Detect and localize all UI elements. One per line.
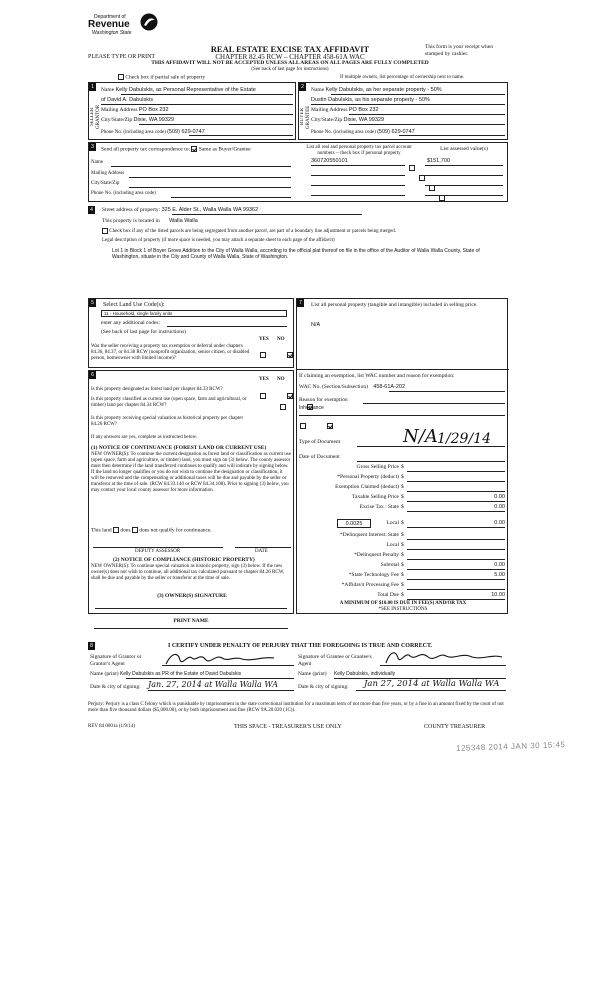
yes-label: YES [259, 377, 269, 382]
calc-label: Gross Selling Price [356, 464, 399, 470]
owner-signature-label: (3) OWNER(S) SIGNATURE [157, 593, 227, 599]
personal-property-checkbox[interactable] [439, 195, 445, 201]
buyer-mailing-field[interactable]: PO Box 232 [348, 107, 379, 113]
buyer-phone-field[interactable]: (509) 629-0747 [377, 129, 415, 135]
if-yes-instructions: If any answers are yes, complete as instructed below. [91, 435, 198, 440]
seller-phone-label: Phone No. (including area code) [101, 130, 166, 135]
segregated-label: Check box if any of the listed parcels are being segregated from another parcel, are part of a boundary line adjustment or parcels being merged. [109, 229, 396, 235]
buyer-name-row [311, 87, 506, 94]
date-document-handwritten[interactable]: 1/29/14 [437, 431, 491, 447]
calc-label: *State Technology Fee [348, 572, 399, 578]
does-not-checkbox[interactable] [132, 527, 138, 533]
calc-value-field[interactable]: 0.00 [494, 562, 505, 568]
buyer-name-field-2[interactable]: Dustin Dabulskis, as his separate property - 50% [311, 97, 430, 103]
perjury-notice: Perjury: Perjury is a class C felony which is punishable by imprisonment in the state correctional institution for a maximum term of not more than five years, or by a fine in an amount fixed by the court of not more than five thousand dollars ($5,000.00), or by both imprisonment and fine (RCW 9A.20.020 (1C)). [88, 702, 504, 713]
calc-row [297, 483, 509, 493]
seller-name-row [101, 87, 291, 94]
reason-label: Reason for exemption [299, 397, 348, 403]
does-checkbox[interactable] [113, 527, 119, 533]
street-label: Street address of property: [102, 207, 161, 213]
calc-row [297, 571, 509, 581]
receipt-stamp: 125348 2014 JAN 30 15:45 [455, 740, 566, 753]
certify-statement: I CERTIFY UNDER PENALTY OF PERJURY THAT THE FOREGOING IS TRUE AND CORRECT. [168, 643, 433, 649]
calc-row [297, 561, 509, 571]
calc-row [297, 463, 509, 473]
calc-label: Excise Tax : State [359, 504, 399, 510]
parcel-number-field[interactable]: 360720550101 [311, 158, 348, 164]
calc-label: Total Due [377, 592, 399, 598]
calc-dollar: $ [401, 494, 404, 500]
calc-row [297, 493, 509, 503]
this-land-label: This land [91, 527, 112, 534]
seller-section [88, 82, 296, 140]
partial-sale-row [118, 74, 205, 81]
historic-question: Is this property receiving special valuation as historical property per chapter 84.26 RCW? [91, 416, 244, 427]
calc-row [297, 591, 509, 601]
wac-label: WAC No. (Section/Subsection) [299, 384, 368, 390]
exemption-claim-label: If claiming an exemption, list WAC number and reason for exemption: [299, 373, 455, 379]
city-label: City/State/Zip [91, 181, 120, 186]
seller-phone-field[interactable]: (509) 629-0747 [167, 129, 205, 135]
minimum-due-note: A MINIMUM OF $10.00 IS DUE IN FEE(S) AND/OR TAX [339, 601, 467, 606]
form-title: REAL ESTATE EXCISE TAX AFFIDAVIT [210, 44, 370, 54]
local-rate-field[interactable]: 0.0025 [337, 519, 371, 528]
grantor-print-row [90, 671, 241, 678]
personal-property-checkbox[interactable] [409, 165, 415, 171]
dor-logo [88, 12, 158, 46]
section-number: 3 [89, 143, 96, 151]
forest-no-checkbox[interactable] [287, 393, 293, 399]
calc-dollar: $ [401, 542, 404, 548]
grantor-print-field[interactable]: Kelly Dabulskis as PR of the Estate of David Dabulskis [119, 671, 242, 677]
grantee-print-label: Name (print) [298, 671, 327, 677]
street-field[interactable]: 325 E. Alder St., Walla Walla WA 99362 [161, 207, 259, 213]
calc-row [297, 581, 509, 591]
grantee-print-field[interactable]: Kelly Dabulskis, individually [333, 671, 396, 677]
section-number: 1 [89, 83, 96, 91]
wac-field[interactable]: 458-61A-202 [373, 384, 406, 390]
calc-dollar: $ [401, 572, 404, 578]
qualify-label: qualify for continuance. [159, 527, 212, 534]
located-field[interactable]: Walla Walla [169, 218, 198, 224]
county-treasurer-label: COUNTY TREASURER [424, 724, 486, 730]
calc-label: Taxable Selling Price [352, 494, 399, 500]
calc-row [297, 473, 509, 483]
calc-dollar: $ [401, 592, 404, 598]
dept-line1: Department of [94, 14, 126, 20]
calc-dollar: $ [401, 474, 404, 480]
calc-dollar: $ [401, 582, 404, 588]
name-label: Name [91, 160, 103, 165]
notice-compliance-body: NEW OWNER(S): To continue special valuation as historic property, sign (3) below. If the new owner(s) does not wish to continue, all additional tax calculated pursuant to chapter 84.26 RCW, shall be due and payable by the seller or transferor at the time of sale. [91, 564, 285, 581]
buyer-city-row [311, 117, 384, 124]
buyer-city-field[interactable]: Dixie, WA 99329 [343, 117, 385, 123]
street-row [102, 207, 258, 214]
calc-dollar: $ [401, 504, 404, 510]
buyer-vertical-label: BUYER GRANTEE [300, 105, 311, 129]
grantor-date-label: Date & city of signing: [90, 684, 141, 690]
tax-correspondence-section [88, 142, 508, 202]
section-number: 2 [299, 83, 306, 91]
notice-continuance-title: (1) NOTICE OF CONTINUANCE (FOREST LAND OR CURRENT USE) [91, 445, 267, 451]
land-use-section [88, 298, 294, 368]
form-warning: THIS AFFIDAVIT WILL NOT BE ACCEPTED UNLESS ALL AREAS ON ALL PAGES ARE FULLY COMPLETED [151, 60, 429, 66]
personal-property-field[interactable]: N/A [311, 322, 321, 328]
mailing-label: Mailing Address [91, 171, 125, 176]
legal-description-label: Legal description of property (if more space is needed, you may attach a separate sheet to each page of the affidavit) [102, 238, 335, 243]
type-document-field[interactable]: N/A [403, 426, 438, 447]
calc-dollar: $ [401, 552, 404, 558]
continuance-row [91, 527, 212, 534]
personal-property-checkbox[interactable] [419, 175, 425, 181]
calc-label: Local [386, 542, 399, 548]
dept-line2: Revenue [88, 19, 130, 30]
same-as-buyer-label: Same as Buyer/Grantee [198, 146, 251, 153]
located-row [102, 218, 198, 225]
calc-value-field[interactable]: 0.00 [494, 504, 505, 510]
see-instructions-note: *SEE INSTRUCTIONS [378, 607, 428, 612]
calc-row [297, 551, 509, 561]
wac-row [299, 384, 405, 391]
certification-section [88, 642, 508, 702]
local-dollar: $ [401, 520, 404, 526]
reason-field[interactable]: Inheritance [299, 405, 324, 411]
section-number: 6 [89, 371, 96, 379]
date-document-label: Date of Document [299, 454, 340, 460]
receipt-note: This form is your receipt when stamped by cashier. [425, 44, 493, 57]
seller-mailing-row [101, 107, 169, 114]
assessor-date-label: DATE [255, 549, 268, 554]
send-to-row [101, 146, 251, 153]
additional-codes-label: enter any additional codes: [101, 320, 161, 326]
seller-mailing-field[interactable]: PO Box 232 [138, 107, 169, 113]
calc-dollar: $ [401, 484, 404, 490]
assessed-value-field[interactable]: $151,700 [427, 158, 450, 164]
seller-mailing-label: Mailing Address [101, 107, 138, 113]
local-label: Local [386, 520, 399, 526]
notice-compliance-title: (2) NOTICE OF COMPLIANCE (HISTORIC PROPERTY) [113, 557, 255, 563]
calc-label: Subtotal [380, 562, 399, 568]
grantee-signature-label: Signature of Grantee or Grantee's Agent [298, 654, 372, 667]
exemption-no-checkbox[interactable] [287, 352, 293, 358]
calc-value-field[interactable]: 10.00 [491, 592, 505, 598]
section-number: 8 [88, 642, 95, 650]
buyer-name-label: Name [311, 87, 325, 93]
calc-dollar: $ [401, 532, 404, 538]
exemption-question: Was the seller receiving a property tax exemption or deferral under chapters 84.36, 84.37, or 84.38 RCW (nonprofit organization, senior citizen, or disabled person, homeowner with limited income)? [91, 344, 250, 361]
personal-property-label: List all personal property (tangible and intangible) included in selling price. [311, 302, 478, 308]
located-label: This property is located in [102, 218, 160, 224]
personal-property-checkbox[interactable] [429, 185, 435, 191]
type-or-print: PLEASE TYPE OR PRINT [88, 54, 156, 60]
same-as-buyer-checkbox[interactable] [191, 146, 197, 152]
grantor-date-field[interactable]: Jan. 27, 2014 at Walla Walla WA [148, 680, 278, 689]
notice-continuance-body: NEW OWNER(S): To continue the current designation as forest land or classification as current use (open space, farm and agriculture, or timber) land, you must sign on (3) below. The county assessor must then determine if the land transferred continues to qualify and will indicate by signing below. If the land no longer qualifies or you do not wish to continue the designation or classification, it will be removed and the compensating or additional taxes will be due and payable by the seller or transferor at the time of sale. (RCW 84.33.140 or RCW 84.34.108). Prior to signing (3) below, you may contact your local county assessor for more information. [91, 452, 291, 493]
does-not-label: does not [139, 527, 158, 534]
seller-vertical-label: SELLER GRANTOR [90, 104, 101, 130]
calc-row [297, 503, 509, 513]
parcel-header: List all real and personal property tax parcel account numbers – check box if personal property [306, 145, 412, 156]
form-subtitle: CHAPTER 82.45 RCW – CHAPTER 458-61A WAC [215, 53, 365, 61]
calc-row [297, 531, 509, 541]
calc-dollar: $ [401, 562, 404, 568]
partial-sale-label: Check box if partial sale of property [125, 74, 206, 81]
segregated-checkbox[interactable] [102, 228, 108, 234]
treasurer-use-only: THIS SPACE - TREASURER'S USE ONLY [234, 724, 342, 730]
forest-land-question: Is this property designated as forest land per chapter 84.33 RCW? [91, 387, 223, 392]
buyer-name-field[interactable]: Kelly Dabulskis, as her separate property - 50% [325, 87, 442, 93]
calc-label: Exemption Claimed (deduct) [335, 484, 399, 490]
grantor-print-label: Name (print) [90, 671, 119, 677]
exemption-yes-checkbox[interactable] [260, 352, 266, 358]
grantee-signature-field[interactable] [382, 648, 506, 666]
assessed-header: List assessed value(s) [440, 146, 488, 152]
forest-land-section [88, 370, 294, 614]
yes-label: YES [259, 337, 269, 342]
calc-row [297, 541, 509, 551]
calc-label: *Affidavit Processing Fee [341, 582, 399, 588]
print-name-label: PRINT NAME [173, 618, 209, 624]
current-use-yes-checkbox[interactable] [280, 404, 286, 410]
no-label: NO [277, 337, 285, 342]
calc-dollar: $ [401, 464, 404, 470]
calc-label: *Personal Property (deduct) [337, 474, 399, 480]
buyer-phone-label: Phone No. (including area code) [311, 130, 376, 135]
calc-label: *Delinquent Penalty [353, 552, 399, 558]
seller-name-field-2[interactable]: of David A. Dabulskis [101, 97, 153, 103]
partial-sale-checkbox[interactable] [118, 74, 124, 80]
grantee-date-label: Date & city of signing: [298, 684, 349, 690]
seller-city-label: City/State/Zip [101, 117, 133, 123]
form-revision: REV 84 0001a (1/9/14) [88, 724, 135, 729]
type-document-label: Type of Document [299, 439, 341, 445]
grantee-print-row [298, 671, 395, 678]
no-label: NO [277, 377, 285, 382]
buyer-mailing-row [311, 107, 379, 114]
seller-city-field[interactable]: Dixie, WA 99329 [133, 117, 175, 123]
dor-logo-icon [140, 12, 158, 32]
seller-city-row [101, 117, 174, 124]
section-number: 4 [88, 206, 95, 214]
seller-name-label: Name [101, 87, 115, 93]
phone-label: Phone No. (including area code) [91, 191, 156, 196]
buyer-section [298, 82, 508, 140]
calc-label: *Delinquent Interest: State [340, 532, 399, 538]
does-label: does [120, 527, 131, 534]
send-to-label: Send all property tax correspondence to: [101, 146, 191, 153]
calc-value-field[interactable]: 0.00 [494, 494, 505, 500]
buyer-city-label: City/State/Zip [311, 117, 343, 123]
multiple-owners-note: If multiple owners, list percentage of ownership next to name. [340, 75, 465, 80]
buyer-mailing-label: Mailing Address [311, 107, 348, 113]
grantee-date-field[interactable]: Jan 27, 2014 at Walla Walla WA [364, 679, 500, 689]
section-number: 5 [89, 299, 96, 307]
property-location-section [88, 206, 508, 282]
grantor-signature-field[interactable] [162, 650, 292, 666]
grantee-signature-icon [382, 648, 506, 666]
land-use-see-back: (See back of last page for instructions) [101, 329, 186, 335]
sale-details-section [296, 298, 508, 614]
local-tax-field[interactable]: 0.00 [494, 520, 505, 526]
grantor-signature-label: Signature of Grantor or Grantor's Agent [90, 654, 142, 667]
current-use-question: Is this property classified as current use (open space, farm and agricultural, or timber) land per chapter 84.34 RCW? [91, 397, 247, 408]
forest-yes-checkbox[interactable] [260, 393, 266, 399]
legal-description-field[interactable]: Lot 1 in Block 1 of Boyer Grove Addition to the City of Walla Walla, according to the official plat thereof on file in the office of the Auditor of Walla Walla County, State of Washington, situate in the City and County of Walla Walla, State of Washington. [112, 248, 480, 260]
section-number: 7 [297, 299, 304, 307]
land-use-label: Select Land Use Code(s): [103, 302, 165, 308]
deputy-assessor-label: DEPUTY ASSESSOR [135, 549, 181, 554]
local-row [297, 519, 509, 529]
dept-line3: Washington State [92, 30, 132, 36]
segregated-row [102, 228, 502, 235]
see-back-instr: (See back of last page for instructions) [251, 67, 329, 72]
calc-value-field[interactable]: 5.00 [494, 572, 505, 578]
seller-name-field[interactable]: Kelly Dabulskis, as Personal Representative of the Estate [115, 87, 256, 93]
land-use-select[interactable]: 11 - Household, single family units [101, 310, 287, 317]
